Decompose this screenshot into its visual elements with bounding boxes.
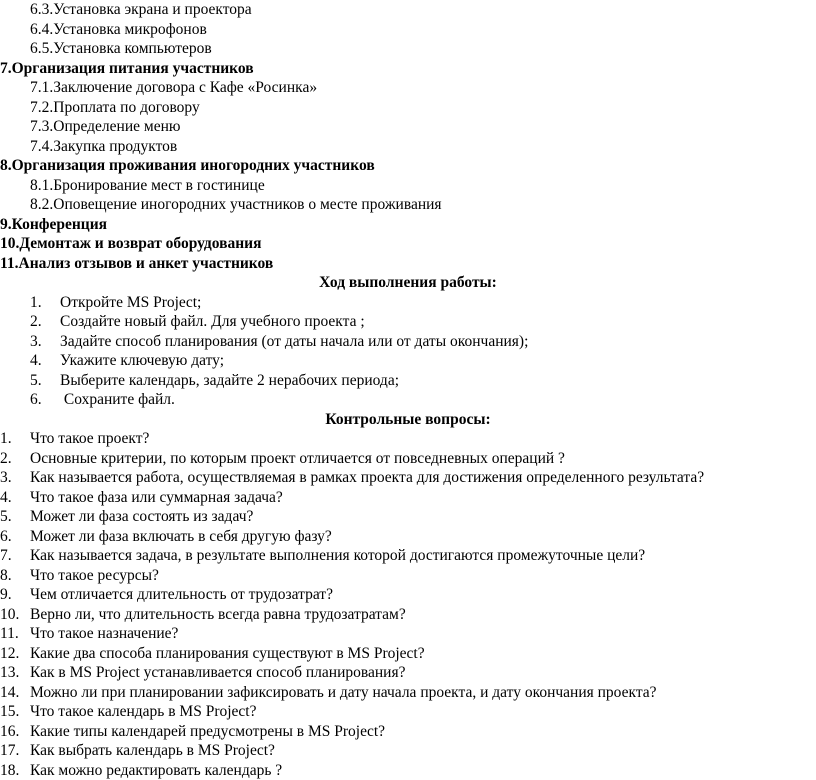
question-number: 11. [0, 625, 19, 642]
question-number: 13. [0, 664, 20, 681]
step-number: 1. [30, 294, 42, 311]
question-item [0, 624, 816, 643]
question-number: 18. [0, 762, 20, 779]
section-11-title: 11.Анализ отзывов и анкет участников [0, 255, 274, 272]
question-item [0, 507, 816, 526]
question-text: Чем отличается длительность от трудозатрат? [30, 586, 333, 603]
outline-item-8-1: 8.1.Бронирование мест в гостинице [30, 177, 265, 194]
question-number: 4. [0, 489, 12, 506]
step-text: Сохраните файл. [60, 391, 175, 408]
question-number: 14. [0, 684, 20, 701]
step-text: Укажите ключевую дату; [60, 352, 225, 369]
question-item [0, 722, 816, 741]
question-text: Какие типы календарей предусмотрены в MS Project? [30, 723, 386, 740]
question-text: Как в MS Project устанавливается способ планирования? [30, 664, 406, 681]
question-text: Что такое проект? [30, 430, 150, 447]
question-number: 17. [0, 742, 20, 759]
question-item [0, 585, 816, 604]
question-item [0, 449, 816, 468]
question-text: Что такое назначение? [30, 625, 179, 642]
question-number: 9. [0, 586, 12, 603]
question-number: 6. [0, 528, 12, 545]
question-number: 15. [0, 703, 20, 720]
step-text: Задайте способ планирования (от даты начала или от даты окончания); [60, 333, 529, 350]
workflow-step [0, 390, 816, 409]
outline-item-6-4: 6.4.Установка микрофонов [30, 21, 207, 38]
outline-item-7-1: 7.1.Заключение договора с Кафе «Росинка» [30, 79, 318, 96]
step-text: Создайте новый файл. Для учебного проекта ; [60, 313, 365, 330]
question-number: 16. [0, 723, 20, 740]
step-number: 4. [30, 352, 42, 369]
outline-item-7-3: 7.3.Определение меню [30, 118, 181, 135]
question-text: Как называется задача, в результате выполнения которой достигаются промежуточные цели? [30, 547, 646, 564]
question-item [0, 488, 816, 507]
step-number: 6. [30, 391, 42, 408]
workflow-heading: Ход выполнения работы: [319, 274, 497, 291]
question-item [0, 605, 816, 624]
outline-item-7-2: 7.2.Проплата по договору [30, 99, 200, 116]
question-text: Что такое ресурсы? [30, 567, 159, 584]
question-item [0, 683, 816, 702]
question-item [0, 644, 816, 663]
question-item [0, 741, 816, 760]
question-item [0, 663, 816, 682]
question-item [0, 546, 816, 565]
step-text: Откройте MS Project; [60, 294, 202, 311]
question-text: Как можно редактировать календарь ? [30, 762, 283, 779]
question-number: 1. [0, 430, 12, 447]
step-number: 3. [30, 333, 42, 350]
questions-heading: Контрольные вопросы: [325, 411, 491, 428]
section-9-title: 9.Конференция [0, 216, 108, 233]
question-text: Как выбрать календарь в MS Project? [30, 742, 275, 759]
outline-item-6-3: 6.3.Установка экрана и проектора [30, 1, 252, 18]
outline-item-6-5: 6.5.Установка компьютеров [30, 40, 212, 57]
question-text: Что такое календарь в MS Project? [30, 703, 257, 720]
question-item [0, 429, 816, 448]
question-number: 7. [0, 547, 12, 564]
question-number: 3. [0, 469, 12, 486]
question-text: Основные критерии, по которым проект отличается от повседневных операций ? [30, 450, 565, 467]
question-number: 10. [0, 606, 20, 623]
section-7-title: 7.Организация питания участников [0, 60, 254, 77]
question-text: Как называется работа, осуществляемая в рамках проекта для достижения определенного результата? [30, 469, 705, 486]
question-text: Может ли фаза состоять из задач? [30, 508, 254, 525]
question-number: 5. [0, 508, 12, 525]
step-text: Выберите календарь, задайте 2 нерабочих периода; [60, 372, 400, 389]
step-number: 5. [30, 372, 42, 389]
question-text: Может ли фаза включать в себя другую фазу? [30, 528, 332, 545]
workflow-step [0, 351, 816, 370]
question-item [0, 761, 816, 780]
question-item [0, 702, 816, 721]
question-item [0, 566, 816, 585]
question-number: 12. [0, 645, 20, 662]
outline-item-8-2: 8.2.Оповещение иногородних участников о месте проживания [30, 196, 442, 213]
section-8-title: 8.Организация проживания иногородних участников [0, 157, 375, 174]
workflow-step [0, 312, 816, 331]
step-number: 2. [30, 313, 42, 330]
question-text: Какие два способа планирования существуют в MS Project? [30, 645, 425, 662]
outline-item-7-4: 7.4.Закупка продуктов [30, 138, 178, 155]
section-10-title: 10.Демонтаж и возврат оборудования [0, 235, 262, 252]
question-text: Можно ли при планировании зафиксировать и дату начала проекта, и дату окончания проекта? [30, 684, 657, 701]
workflow-step [0, 332, 816, 351]
question-number: 8. [0, 567, 12, 584]
question-item [0, 468, 816, 487]
question-number: 2. [0, 450, 12, 467]
workflow-step [0, 371, 816, 390]
question-item [0, 527, 816, 546]
question-text: Что такое фаза или суммарная задача? [30, 489, 283, 506]
question-text: Верно ли, что длительность всегда равна трудозатратам? [30, 606, 406, 623]
workflow-step [0, 293, 816, 312]
